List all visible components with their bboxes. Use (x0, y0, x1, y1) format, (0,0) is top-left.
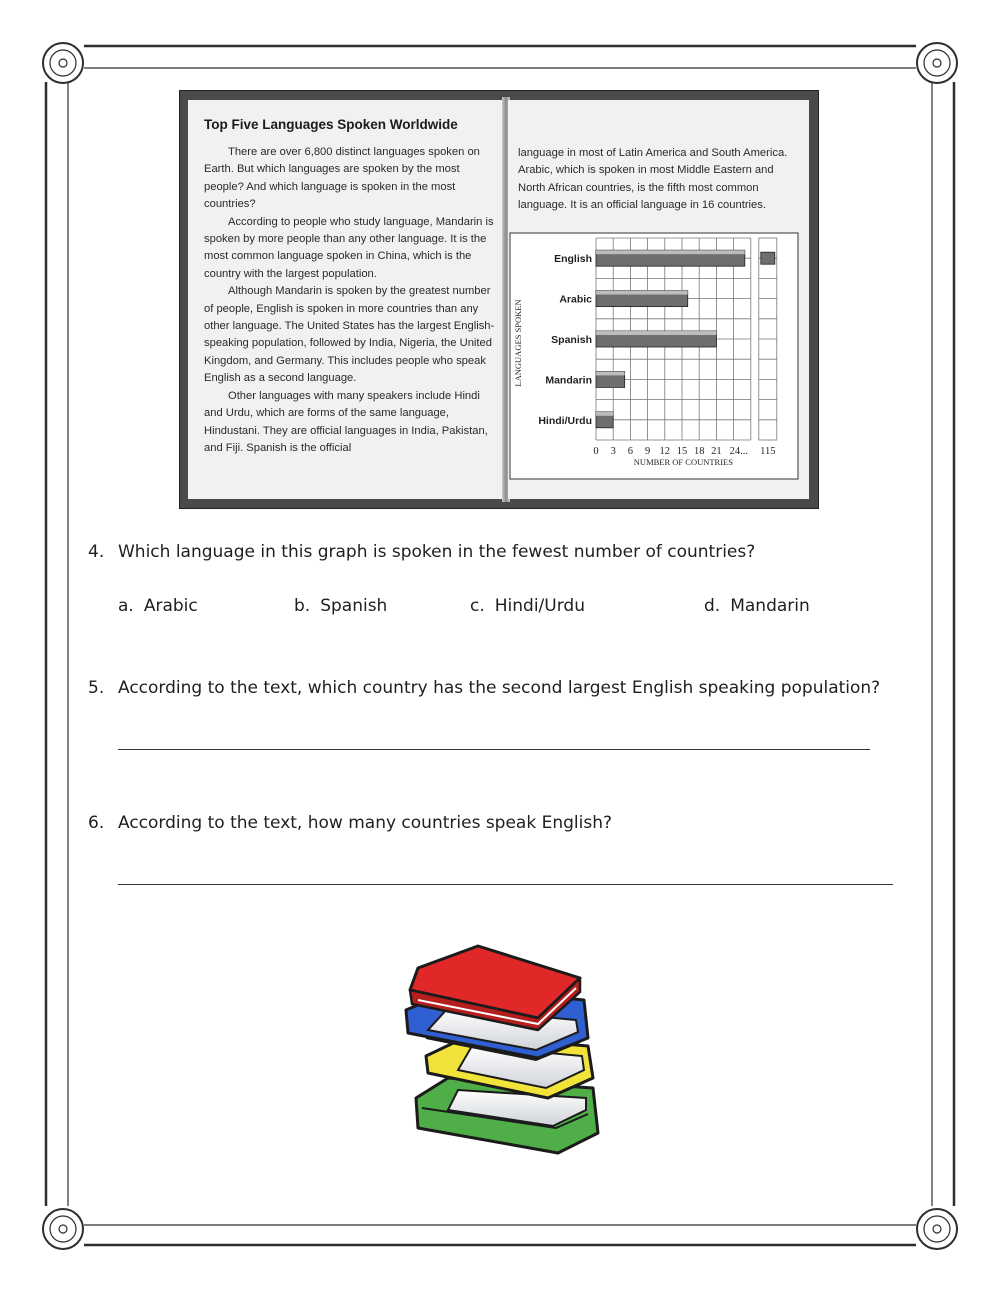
book-image (180, 91, 818, 508)
languages-bar-chart (508, 232, 808, 482)
x-tick-label: 24... (729, 446, 748, 457)
x-tick-label: 12 (659, 446, 671, 457)
option-c[interactable] (470, 596, 585, 616)
x-tick-label: 21 (711, 446, 722, 457)
question-number: 6. (88, 813, 105, 833)
book-right-text (518, 145, 803, 215)
corner-ornament-icon (40, 40, 86, 86)
option-letter: d. (704, 596, 721, 616)
chart-svg (508, 232, 808, 482)
book-left-text (204, 144, 496, 457)
category-label: Arabic (559, 293, 592, 306)
category-label: Hindi/Urdu (538, 414, 592, 427)
book-paragraph: language in most of Latin America and South America. Arabic, which is spoken in most Middle Eastern and North African countries, is the fifth most common language. It is an official language in 16 countries. (518, 147, 788, 212)
bar-highlight (596, 250, 745, 254)
question-6 (88, 813, 612, 833)
corner-ornament-icon (914, 40, 960, 86)
category-label: Spanish (551, 334, 592, 346)
x-tick-label: 3 (610, 446, 616, 457)
question-text: According to the text, how many countries speak English? (118, 813, 613, 833)
x-tick-label: 0 (593, 446, 599, 457)
option-text: Arabic (143, 596, 198, 616)
question-5 (88, 678, 880, 698)
x-tick-label: 18 (693, 446, 705, 457)
chart-frame (510, 233, 798, 479)
option-letter: a. (118, 596, 134, 616)
category-label: Mandarin (545, 374, 592, 387)
option-d[interactable] (704, 596, 810, 616)
answer-line-5[interactable] (118, 749, 870, 750)
book-left-page (188, 100, 504, 499)
option-text: Mandarin (730, 596, 810, 616)
x-tick-label: 15 (676, 446, 688, 457)
x-axis-title: NUMBER OF COUNTRIES (633, 457, 733, 467)
y-axis-title: LANGUAGES SPOKEN (513, 299, 523, 387)
option-letter: b. (294, 596, 311, 616)
question-4 (88, 542, 755, 562)
corner-ornament-icon (914, 1206, 960, 1252)
option-a[interactable] (118, 596, 198, 616)
question-text: According to the text, which country has the second largest English speaking population? (118, 678, 881, 698)
x-tick-label: 115 (760, 446, 776, 457)
book-paragraph: Other languages with many speakers include Hindi and Urdu, which are forms of the same language, Hindustani. They are official languages in India, Pakistan, and Fiji. Spanish is the official (204, 389, 488, 454)
book-paragraph: Although Mandarin is spoken by the greatest number of people, English is spoken in more countries than any other language. The United States has the largest English-speaking population, followed by India, Nigeria, the United Kingdom, and Germany. This includes people who speak English as a second language. (204, 285, 495, 385)
x-tick-label: 6 (627, 446, 634, 457)
option-letter: c. (470, 596, 485, 616)
bar-highlight (596, 371, 625, 375)
bar-break-segment (761, 252, 775, 264)
answer-line-6[interactable] (118, 884, 893, 885)
stack-of-books-icon (388, 938, 608, 1168)
corner-ornament-icon (40, 1206, 86, 1252)
book-paragraph: There are over 6,800 distinct languages spoken on Earth. But which languages are spoken by the most people? And which language is spoken in the most countries? (204, 146, 480, 211)
bar-highlight (596, 412, 613, 416)
category-label: English (554, 253, 592, 266)
question-text: Which language in this graph is spoken in the fewest number of countries? (118, 542, 756, 562)
x-tick-label: 9 (644, 446, 651, 457)
book-paragraph: According to people who study language, Mandarin is spoken by more people than any other language. It is the most common language spoken in China, which is the country with the largest population. (204, 215, 494, 280)
question-number: 4. (88, 542, 105, 562)
option-text: Spanish (320, 596, 388, 616)
bar-highlight (596, 291, 688, 295)
option-text: Hindi/Urdu (494, 596, 585, 616)
option-b[interactable] (294, 596, 387, 616)
book-title: Top Five Languages Spoken Worldwide (204, 117, 458, 132)
question-number: 5. (88, 678, 105, 698)
bar-highlight (596, 331, 716, 335)
